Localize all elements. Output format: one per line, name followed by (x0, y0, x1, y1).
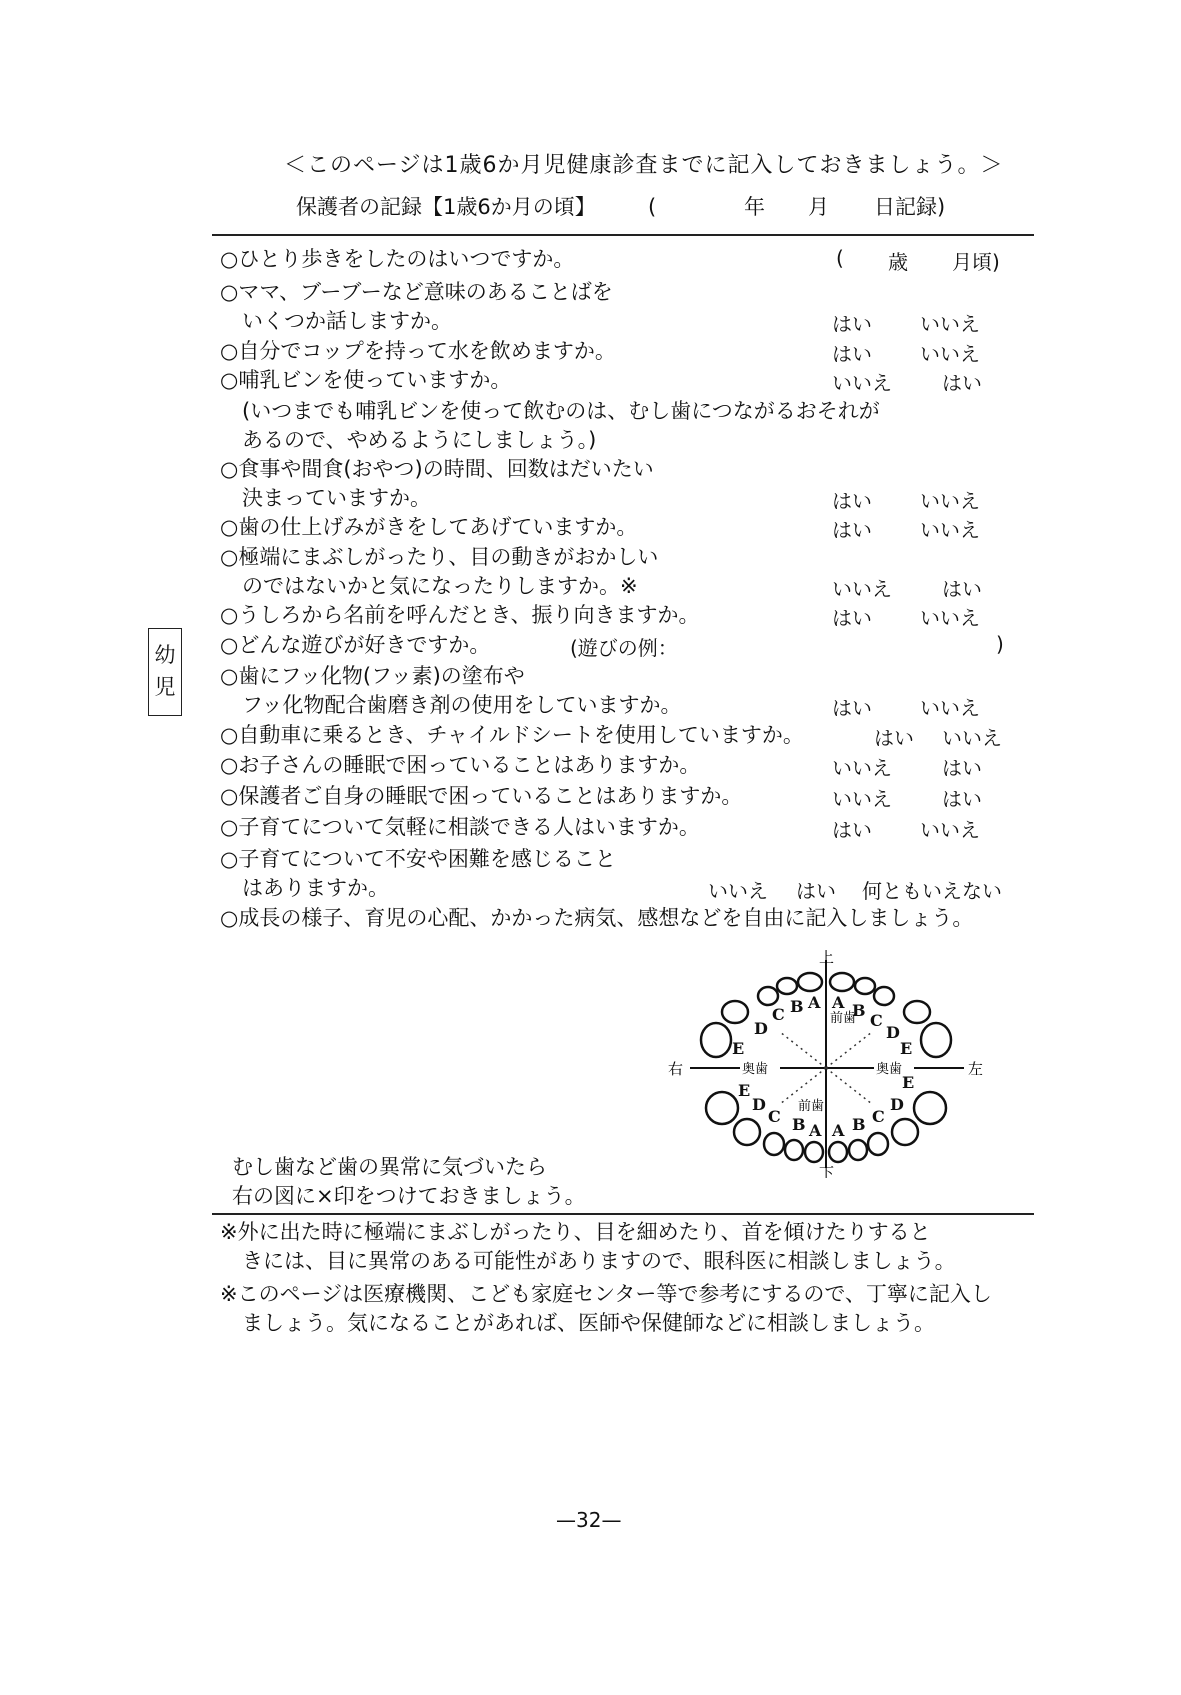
question-q15-cont: はありますか。 (242, 876, 389, 900)
note-eye: ※外に出た時に極端にまぶしがったり、目を細めたり、首を傾けたりすると (220, 1220, 931, 1244)
answer-option[interactable]: いいえ (920, 489, 980, 513)
letter-lower-right-E: E (738, 1081, 751, 1100)
page-number: —32— (556, 1508, 622, 1532)
date-open-paren: ( (648, 195, 657, 219)
question-q7: ○極端にまぶしがったり、目の動きがおかしい (220, 545, 659, 569)
answer-option[interactable]: はい (942, 371, 982, 395)
question-q1: ○ひとり歩きをしたのはいつですか。 (220, 247, 575, 271)
question-q2-cont: いくつか話しますか。 (242, 309, 452, 333)
answer-option[interactable]: いいえ (708, 879, 768, 903)
month-label: 月 (808, 195, 829, 219)
tooth-lower-left-C[interactable] (868, 1133, 888, 1155)
note-usage: ※このページは医療機関、こども家庭センター等で参考にするので、丁寧に記入し (220, 1282, 992, 1306)
tooth-upper-right-C[interactable] (758, 987, 778, 1005)
answer-option[interactable]: はい (832, 818, 872, 842)
answer-option[interactable]: はい (832, 696, 872, 720)
free-write-area[interactable] (220, 940, 660, 1140)
answer-age-months[interactable]: 月頃) (952, 250, 1000, 274)
letter-lower-left-E: E (902, 1073, 915, 1092)
header-rule (212, 234, 1034, 236)
letter-lower-right-A: A (809, 1121, 822, 1140)
answer-option[interactable]: はい (796, 879, 836, 903)
play-example-close: ) (996, 632, 1004, 656)
letter-upper-left-C: C (870, 1011, 883, 1030)
year-label: 年 (744, 195, 765, 219)
tooth-upper-left-A[interactable] (830, 973, 854, 991)
label-back-teeth-right: 奥歯 (742, 1062, 769, 1077)
tooth-upper-left-C[interactable] (874, 987, 894, 1005)
label-top: 上 (819, 950, 835, 966)
footer-rule (212, 1213, 1034, 1215)
question-q8: ○うしろから名前を呼んだとき、振り向きますか。 (220, 603, 700, 627)
question-q14: ○子育てについて気軽に相談できる人はいますか。 (220, 815, 700, 839)
answer-option[interactable]: はい (832, 312, 872, 336)
side-label-char: 児 (154, 675, 176, 699)
question-q11: ○自動車に乗るとき、チャイルドシートを使用していますか。 (220, 723, 804, 747)
answer-option[interactable]: はい (832, 606, 872, 630)
note-bottle: (いつまでも哺乳ビンを使って飲むのは、むし歯につながるおそれが (242, 399, 880, 423)
question-q15: ○子育てについて不安や困難を感じること (220, 847, 616, 871)
question-q4: ○哺乳ビンを使っていますか。 (220, 368, 512, 392)
question-q12: ○お子さんの睡眠で困っていることはありますか。 (220, 753, 701, 777)
tooth-lower-left-E[interactable] (914, 1092, 946, 1124)
answer-option[interactable]: はい (874, 726, 914, 750)
dental-chart[interactable] (668, 950, 986, 1178)
question-q5: ○食事や間食(おやつ)の時間、回数はだいたい (220, 457, 654, 481)
answer-option[interactable]: いいえ (942, 726, 1002, 750)
answer-option[interactable]: 何ともいえない (862, 879, 1002, 903)
question-q7-cont: のではないかと気になったりしますか。※ (242, 574, 638, 598)
label-right-side: 右 (668, 1060, 684, 1078)
answer-option[interactable]: いいえ (920, 342, 980, 366)
answer-option[interactable]: いいえ (920, 606, 980, 630)
answer-option[interactable]: いいえ (832, 756, 892, 780)
letter-upper-left-B: B (852, 1001, 866, 1020)
label-left-side: 左 (968, 1060, 984, 1078)
answer-option[interactable]: いいえ (832, 577, 892, 601)
record-label: 保護者の記録【1歳6か月の頃】 (296, 195, 596, 219)
side-label-char: 幼 (154, 643, 176, 667)
answer-option[interactable]: はい (832, 342, 872, 366)
question-q10-cont: フッ化物配合歯磨き剤の使用をしていますか。 (242, 693, 682, 717)
letter-lower-right-C: C (768, 1107, 781, 1126)
dental-caption-cont: 右の図に×印をつけておきましょう。 (232, 1184, 586, 1208)
letter-lower-right-D: D (752, 1095, 766, 1114)
label-front-teeth-upper: 前歯 (830, 1011, 857, 1026)
letter-upper-right-B: B (790, 997, 804, 1016)
tooth-lower-left-A[interactable] (829, 1142, 847, 1162)
letter-lower-right-B: B (792, 1115, 806, 1134)
answer-option[interactable]: はい (942, 756, 982, 780)
question-q16: ○成長の様子、育児の心配、かかった病気、感想などを自由に記入しましょう。 (220, 906, 974, 930)
page-title: ＜このページは1歳6か月児健康診査までに記入しておきましょう。＞ (284, 153, 1004, 178)
letter-lower-left-D: D (890, 1095, 904, 1114)
tooth-lower-left-B[interactable] (849, 1140, 867, 1160)
label-front-teeth-lower: 前歯 (798, 1099, 825, 1114)
answer-paren-open: ( (836, 246, 844, 270)
tooth-upper-left-D[interactable] (904, 1001, 930, 1023)
letter-upper-right-E: E (732, 1039, 745, 1058)
question-q3: ○自分でコップを持って水を飲めますか。 (220, 339, 616, 363)
question-q5-cont: 決まっていますか。 (242, 486, 431, 510)
day-record-label: 日記録) (874, 195, 946, 219)
tooth-lower-right-B[interactable] (785, 1140, 803, 1160)
dental-caption: むし歯など歯の異常に気づいたら (232, 1155, 547, 1179)
answer-option[interactable]: はい (832, 489, 872, 513)
label-back-teeth-left: 奥歯 (876, 1062, 903, 1077)
tooth-lower-left-D[interactable] (892, 1119, 918, 1145)
question-q13: ○保護者ご自身の睡眠で困っていることはありますか。 (220, 784, 743, 808)
answer-option[interactable]: はい (942, 787, 982, 811)
answer-option[interactable]: はい (942, 577, 982, 601)
answer-option[interactable]: いいえ (920, 518, 980, 542)
dental-chart-svg[interactable] (668, 950, 986, 1178)
answer-option[interactable]: いいえ (920, 818, 980, 842)
answer-age-years[interactable]: 歳 (888, 250, 908, 274)
side-label-box (148, 628, 182, 716)
note-eye-cont: きには、目に異常のある可能性がありますので、眼科医に相談しましょう。 (242, 1249, 956, 1273)
answer-option[interactable]: いいえ (920, 312, 980, 336)
play-example-field[interactable]: (遊びの例： (570, 636, 678, 660)
question-q6: ○歯の仕上げみがきをしてあげていますか。 (220, 515, 638, 539)
tooth-lower-right-D[interactable] (734, 1119, 760, 1145)
question-q2: ○ママ、ブーブーなど意味のあることばを (220, 280, 613, 304)
letter-upper-right-A: A (808, 993, 821, 1012)
letter-upper-right-C: C (772, 1005, 785, 1024)
letter-upper-right-D: D (754, 1019, 768, 1038)
question-q9: ○どんな遊びが好きですか。 (220, 633, 491, 657)
question-q10: ○歯にフッ化物(フッ素)の塗布や (220, 664, 525, 688)
label-bottom: 下 (819, 1164, 835, 1178)
answer-option[interactable]: いいえ (832, 371, 892, 395)
answer-option[interactable]: いいえ (920, 696, 980, 720)
note-bottle-cont: あるので、やめるようにしましょう。) (242, 428, 597, 452)
letter-upper-left-D: D (886, 1023, 900, 1042)
answer-option[interactable]: いいえ (832, 787, 892, 811)
letter-lower-left-A: A (832, 1121, 845, 1140)
tooth-upper-right-B[interactable] (777, 978, 797, 994)
note-usage-cont: ましょう。気になることがあれば、医師や保健師などに相談しましょう。 (242, 1311, 935, 1335)
letter-lower-left-C: C (872, 1107, 885, 1126)
letter-lower-left-B: B (852, 1115, 866, 1134)
tooth-upper-right-D[interactable] (722, 1001, 748, 1023)
tooth-upper-left-E[interactable] (921, 1023, 951, 1057)
tooth-lower-right-A[interactable] (805, 1142, 823, 1162)
tooth-upper-left-B[interactable] (855, 978, 875, 994)
tooth-upper-right-E[interactable] (701, 1023, 731, 1057)
tooth-lower-right-C[interactable] (764, 1133, 784, 1155)
tooth-upper-right-A[interactable] (798, 973, 822, 991)
letter-upper-left-E: E (900, 1039, 913, 1058)
letter-upper-left-A: A (832, 993, 845, 1012)
tooth-lower-right-E[interactable] (706, 1092, 738, 1124)
answer-option[interactable]: はい (832, 518, 872, 542)
